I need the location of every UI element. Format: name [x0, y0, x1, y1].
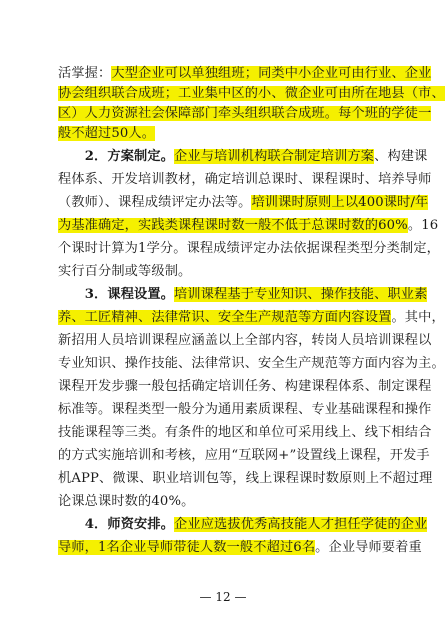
- text-line: [58, 285, 427, 304]
- body-text: 技能课程等三类。有条件的地区和单位可采用线上、线下相结合: [58, 425, 432, 440]
- section-heading: 2．方案制定。: [84, 149, 175, 164]
- text-line: [58, 446, 430, 465]
- highlighted-text: 协会组织联合成班；工业集中区的小、微企业可由所在地县（市、: [58, 86, 445, 101]
- body-text: 课程开发步骤一般包括确定培训任务、构建课程体系、制定课程: [58, 379, 432, 394]
- body-text: 。16: [407, 218, 439, 233]
- text-line: [58, 308, 445, 327]
- highlighted-text: 为基准确定，实践类课程课时数一般不低于总课时数的60%: [58, 218, 408, 233]
- body-text: [58, 287, 85, 302]
- body-text: 个课时计算为1学分。课程成绩评定办法依据课程类型分类制定，: [58, 241, 440, 256]
- body-text: 程体系、开发培训教材，确定培训总课时、课程课时、培养导师: [58, 172, 432, 187]
- text-line: [58, 515, 427, 534]
- highlighted-text: 企业与培训机构联合制定培训方案: [174, 149, 375, 164]
- body-text: 实行百分制或等级制。: [58, 264, 192, 279]
- section-heading: 4．师资安排。: [84, 517, 175, 532]
- body-text: [58, 149, 85, 164]
- highlighted-text: 区）人力资源社会保障部门牵头组织联合成班。每个班的学徒一: [58, 106, 432, 121]
- highlighted-text: 般不超过50人。: [58, 126, 156, 141]
- text-line: [58, 354, 445, 373]
- body-text: （教师）、课程成绩评定办法等。: [58, 195, 252, 210]
- body-text: 的方式实施培训和考核，应用“互联网+”设置线上课程，开发手: [58, 448, 430, 463]
- body-text: 活掌握：: [58, 66, 112, 81]
- highlighted-text: 培训课时原则上以400课时/年: [251, 195, 429, 210]
- highlighted-text: 养、工匠精神、法律常识、安全生产规范等方面内容设置: [58, 310, 392, 325]
- body-text: 、构建课: [374, 149, 428, 164]
- text-line: [58, 84, 445, 103]
- body-text: 标准等。课程类型一般分为通用素质课程、专业基础课程和操作: [58, 402, 432, 417]
- text-line: [58, 147, 427, 166]
- highlighted-text: 导师，1名企业导师带徒人数一般不超过6名: [58, 540, 316, 555]
- text-line: [58, 492, 194, 511]
- body-text: [58, 517, 85, 532]
- text-line: [58, 400, 431, 419]
- body-text: 。企业导师要着重: [315, 540, 422, 555]
- text-line: [58, 377, 431, 396]
- text-line: [58, 216, 438, 235]
- highlighted-text: 大型企业可以单独组班；同类中小企业可由行业、企业: [111, 66, 432, 81]
- body-text: 新招用人员培训课程应涵盖以上全部内容，转岗人员培训课程以: [58, 333, 432, 348]
- text-line: [58, 193, 428, 212]
- highlighted-text: 企业应选拔优秀高技能人才担任学徒的企业: [174, 517, 428, 532]
- text-line: [58, 469, 433, 488]
- body-text: 专业知识、操作技能、法律常识、安全生产规范等方面内容为主。: [58, 356, 445, 371]
- text-line: [58, 64, 431, 83]
- page-number: — 12 —: [199, 590, 247, 604]
- text-line: [58, 331, 431, 350]
- body-text: 论课总课时数的40%。: [58, 494, 195, 509]
- highlighted-text: 培训课程基于专业知识、操作技能、职业素: [174, 287, 428, 302]
- text-line: [58, 262, 191, 281]
- text-line: [58, 423, 431, 442]
- text-line: [58, 170, 431, 189]
- body-text: 。其中，: [391, 310, 445, 325]
- text-line: [58, 104, 431, 123]
- section-heading: 3．课程设置。: [84, 287, 175, 302]
- text-line: [58, 239, 440, 258]
- text-line: [58, 124, 155, 143]
- body-text: 机APP、微课、职业培训包等，线上课程课时数原则上不超过理: [58, 471, 433, 486]
- text-line: [58, 538, 422, 557]
